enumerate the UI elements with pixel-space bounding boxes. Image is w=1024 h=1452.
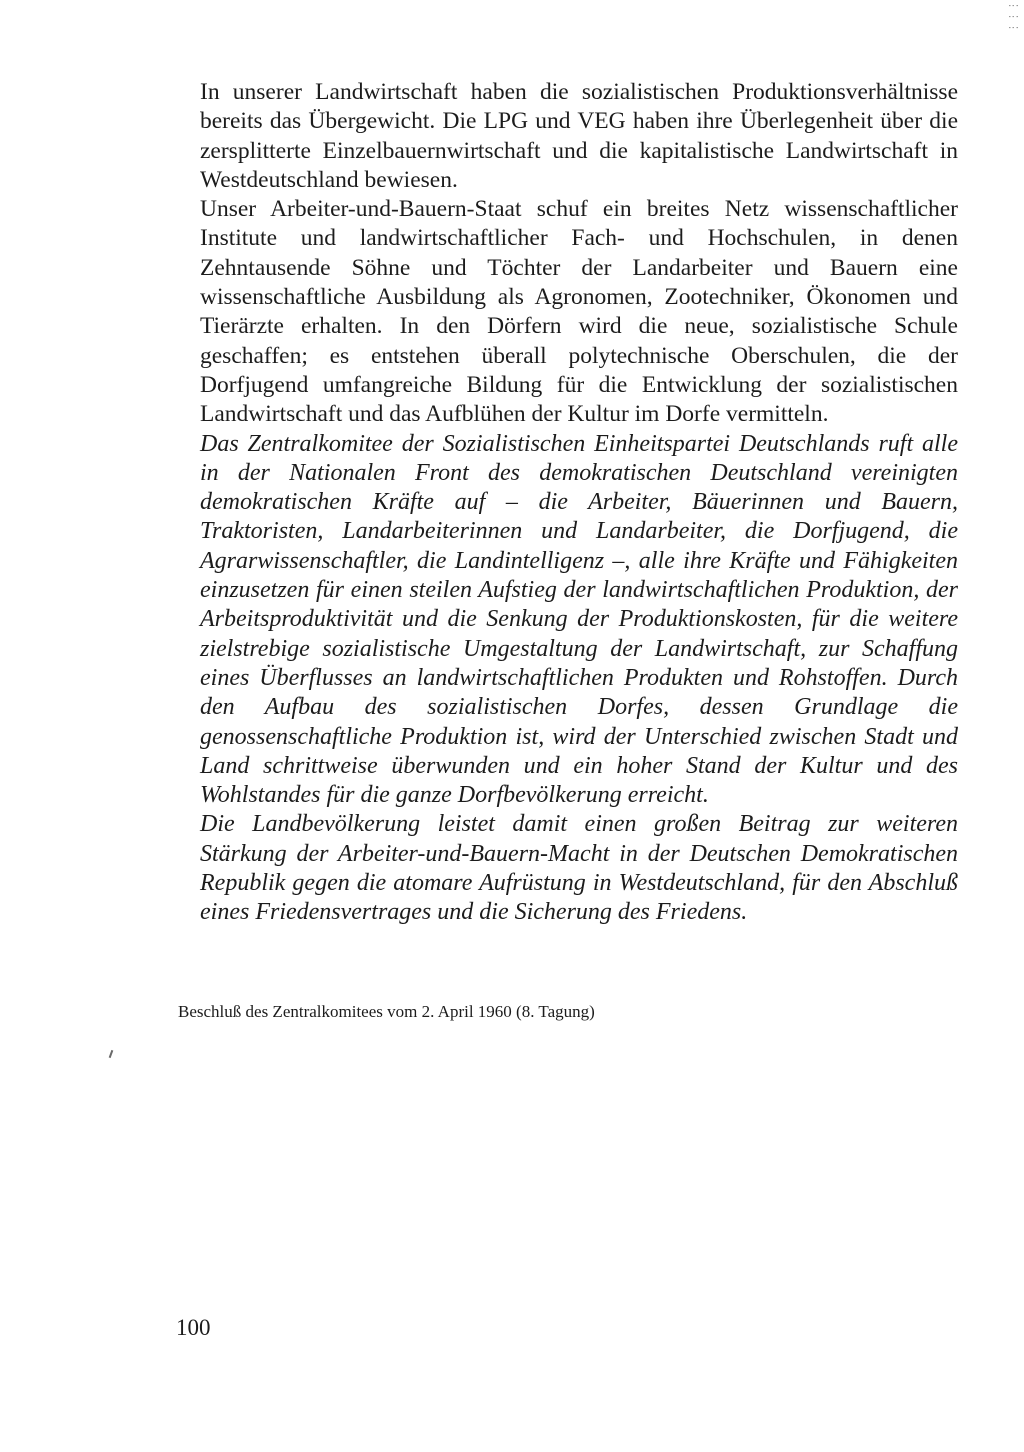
page-number: 100 (176, 1315, 211, 1340)
paragraph-education: Unser Arbeiter-und-Bauern-Staat schuf ein breites Netz wissenschaftlicher Institute und landwirtschaftlicher Fach- und Hochschulen, in denen Zehntausende Söhne und Töchter der Landarbeiter und Bauern eine wissenschaftliche Ausbildung als Agronomen, Zootechniker, Ökonomen und Tierärzte erhalten. In den Dörfern wird die neue, sozialistische Schule geschaffen; es entstehen überall polytechnische Oberschulen, die der Dorfjugend umfangreiche Bildung für die Entwicklung der sozialistischen Landwirtschaft und das Aufblühen der Kultur im Dorfe vermitteln. (200, 196, 958, 428)
source-note: Beschluß des Zentralkomitees vom 2. April 1960 (8. Tagung) (178, 1002, 595, 1021)
scan-edge-mark: ⋮⋮⋮ (1007, 0, 1019, 33)
stray-scan-mark (109, 1050, 114, 1058)
body-text (200, 78, 958, 928)
paragraph-agriculture-status: In unserer Landwirtschaft haben die sozialistischen Produktionsverhältnisse bereits das Übergewicht. Die LPG und VEG haben ihre Überlegenheit über die zersplitterte Einzelbauernwirtschaft und die kapitalistische Landwirtschaft in Westdeutschland bewiesen. (200, 79, 958, 193)
paragraph-central-committee-appeal: Das Zentralkomitee der Sozialistischen Einheitspartei Deutschlands ruft alle in der Nationalen Front des demokratischen Deutschland vereinigten demokratischen Kräfte auf – die Arbeiter, Bäuerinnen und Bauern, Traktoristen, Landarbeiterinnen und Landarbeiter, die Dorfjugend, die Agrarwissenschaftler, die Landintelligenz –, alle ihre Kräfte und Fähigkeiten einzusetzen für einen steilen Aufstieg der landwirtschaftlichen Produktion, der Arbeitsproduktivität und die Senkung der Produktionskosten, für die weitere zielstrebige sozialistische Umgestaltung der Landwirtschaft, zur Schaffung eines Überflusses an landwirtschaftlichen Produkten und Rohstoffen. Durch den Aufbau des sozialistischen Dorfes, dessen Grundlage die genossenschaftliche Produktion ist, wird der Unterschied zwischen Stadt und Land schrittweise überwunden und ein hoher Stand der Kultur und des Wohlstandes für die ganze Dorfbevölkerung erreicht. (200, 430, 958, 809)
paragraph-rural-contribution: Die Landbevölkerung leistet damit einen großen Beitrag zur weiteren Stärkung der Arbeiter-und-Bauern-Macht in der Deutschen Demokratischen Republik gegen die atomare Aufrüstung in Westdeutschland, für den Abschluß eines Friedensvertrages und die Sicherung des Friedens. (200, 811, 958, 926)
